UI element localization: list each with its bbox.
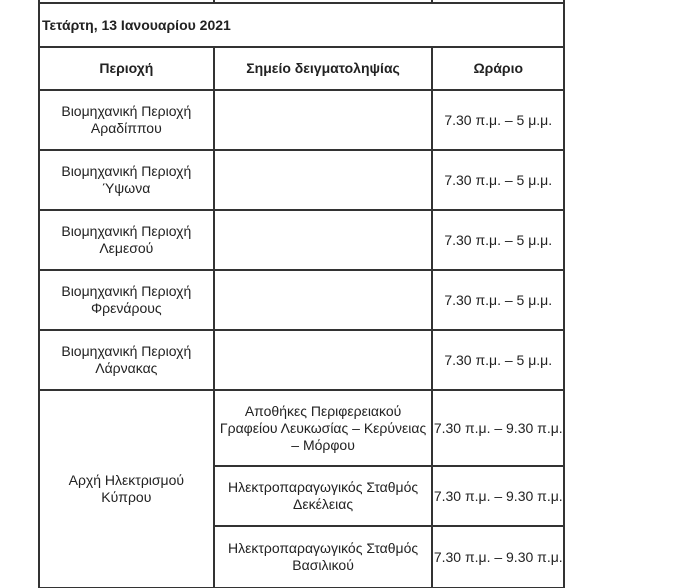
sampling-schedule-table (38, 0, 565, 588)
hours-cell: 7.30 π.μ. – 5 μ.μ. (432, 210, 564, 270)
hours-cell: 7.30 π.μ. – 5 μ.μ. (432, 330, 564, 390)
sampling-point-cell (214, 526, 433, 588)
table-row (39, 210, 564, 270)
sampling-point-cell (214, 270, 433, 330)
sampling-point-cell (214, 90, 433, 150)
table-row (39, 330, 564, 390)
table-row (39, 390, 564, 466)
sampling-point-text: Ηλεκτροπαραγωγικός Σταθμός Δεκέλειας (228, 479, 419, 512)
hours-cell: 7.30 π.μ. – 9.30 π.μ. (432, 526, 564, 588)
date-heading: Τετάρτη, 13 Ιανουαρίου 2021 (39, 3, 564, 47)
hours-cell: 7.30 π.μ. – 5 μ.μ. (432, 90, 564, 150)
area-text: Βιομηχανική Περιοχή Ύψωνα (61, 163, 192, 196)
table-row (39, 90, 564, 150)
sampling-point-text: Αποθήκες Περιφερειακού Γραφείου Λευκωσίας – Κερύνειας – Μόρφου (219, 402, 427, 453)
area-text: Βιομηχανική Περιοχή Λάρνακας (61, 343, 192, 376)
hours-cell: 7.30 π.μ. – 5 μ.μ. (432, 150, 564, 210)
column-header-row (39, 47, 564, 90)
area-cell (39, 90, 214, 150)
hours-cell: 7.30 π.μ. – 9.30 π.μ. (432, 390, 564, 466)
area-cell (39, 150, 214, 210)
area-cell (39, 210, 214, 270)
sampling-point-cell (214, 466, 433, 526)
header-area: Περιοχή (39, 47, 214, 90)
header-hours: Ωράριο (432, 47, 564, 90)
sampling-point-cell (214, 150, 433, 210)
table-row (39, 150, 564, 210)
area-text: Βιομηχανική Περιοχή Φρενάρους (61, 283, 192, 316)
area-text: Βιομηχανική Περιοχή Λεμεσού (61, 223, 192, 256)
area-text: Αρχή Ηλεκτρισμού Κύπρου (68, 472, 185, 505)
sampling-point-cell (214, 390, 433, 466)
table-row (39, 270, 564, 330)
sampling-point-cell (214, 330, 433, 390)
sampling-point-text: Ηλεκτροπαραγωγικός Σταθμός Βασιλικού (228, 540, 419, 573)
area-cell (39, 270, 214, 330)
group-area-cell (39, 390, 214, 588)
area-cell (39, 330, 214, 390)
hours-cell: 7.30 π.μ. – 9.30 π.μ. (432, 466, 564, 526)
header-sampling-point: Σημείο δειγματοληψίας (214, 47, 433, 90)
hours-cell: 7.30 π.μ. – 5 μ.μ. (432, 270, 564, 330)
area-text: Βιομηχανική Περιοχή Αραδίππου (61, 103, 192, 136)
date-heading-row (39, 3, 564, 47)
sampling-point-cell (214, 210, 433, 270)
